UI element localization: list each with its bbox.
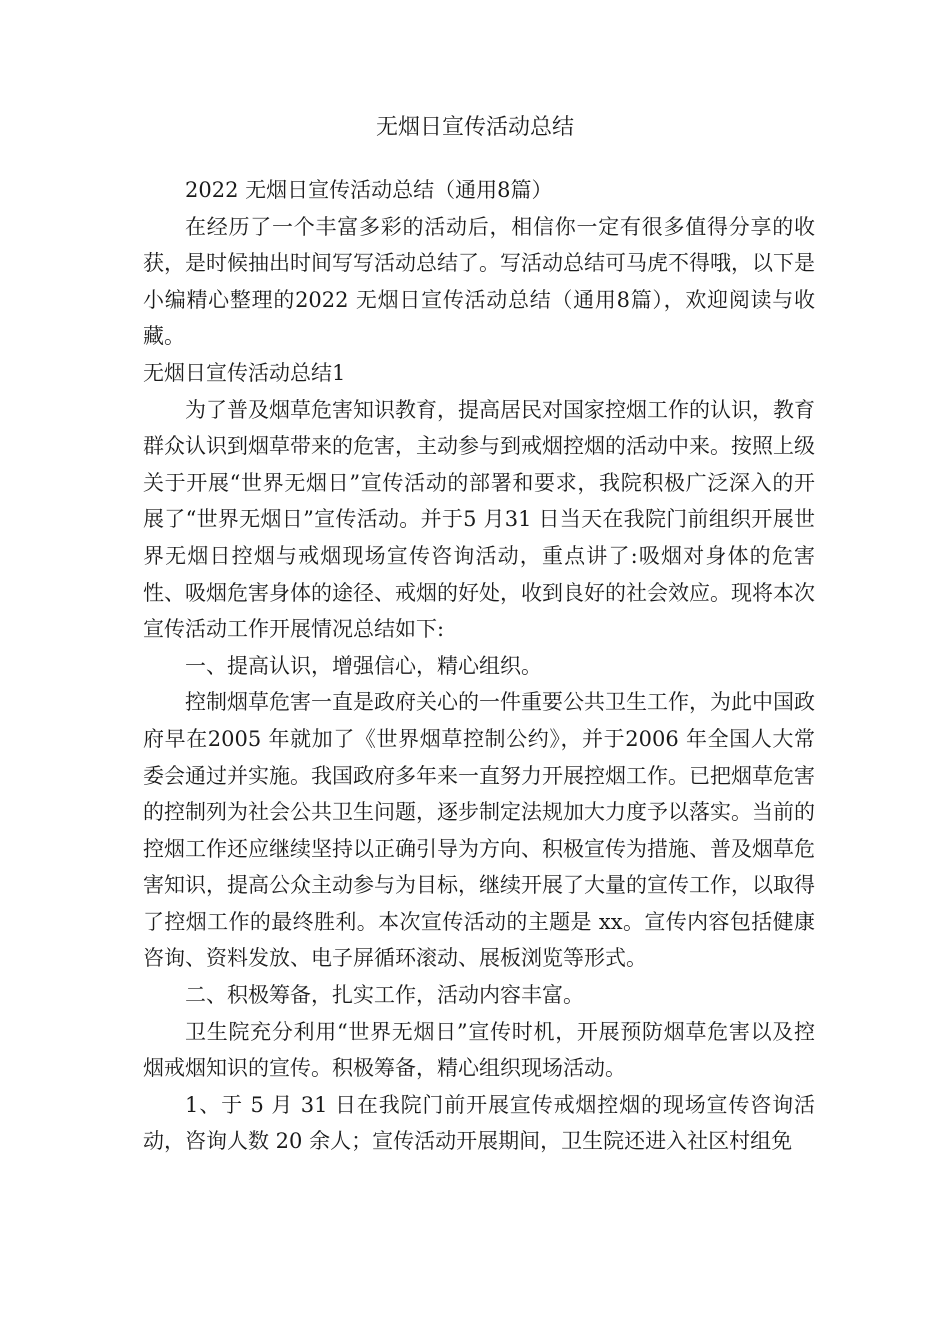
paragraph-subtitle: 2022 无烟日宣传活动总结（通用8篇）	[185, 178, 553, 202]
document-body	[143, 172, 815, 1160]
subheading-2: 二、积极筹备，扎实工作，活动内容丰富。	[185, 983, 584, 1008]
paragraph-background: 为了普及烟草危害知识教育，提高居民对国家控烟工作的认识，教育群众认识到烟草带来的危害，主动参与到戒烟控烟的活动中来。按照上级关于开展“世界无烟日”宣传活动的部署和要求，我院积极广泛深入的开展了“世界无烟日”宣传活动。并于5 月31 日当天在我院门前组织开展世界无烟日控烟与戒烟现场宣传咨询活动，重点讲了:吸烟对身体的危害性、吸烟危害身体的途径、戒烟的好处，收到良好的社会效应。现将本次宣传活动工作开展情况总结如下:	[143, 397, 815, 642]
paragraph-intro: 在经历了一个丰富多彩的活动后，相信你一定有很多值得分享的收获，是时候抽出时间写写活动总结了。写活动总结可马虎不得哦，以下是小编精心整理的2022 无烟日宣传活动总结（通用8篇），欢迎阅读与收藏。	[143, 214, 815, 349]
section-heading-1: 无烟日宣传活动总结1	[143, 360, 346, 385]
subheading-1: 一、提高认识，增强信心，精心组织。	[185, 653, 542, 678]
paragraph-activity-1: 1、于 5 月 31 日在我院门前开展宣传戒烟控烟的现场宣传咨询活动，咨询人数 20 余人；宣传活动开展期间，卫生院还进入社区村组免	[143, 1092, 815, 1154]
paragraph-tobacco-control: 控制烟草危害一直是政府关心的一件重要公共卫生工作，为此中国政府早在2005 年就加了《世界烟草控制公约》，并于2006 年全国人大常委会通过并实施。我国政府多年来一直努力开展控烟工作。已把烟草危害的控制列为社会公共卫生问题，逐步制定法规加大力度予以落实。当前的控烟工作还应继续坚持以正确引导为方向、积极宣传为措施、普及烟草危害知识，提高公众主动参与为目标，继续开展了大量的宣传工作，以取得了控烟工作的最终胜利。本次宣传活动的主题是 xx。宣传内容包括健康咨询、资料发放、电子屏循环滚动、展板浏览等形式。	[143, 690, 815, 971]
document-title: 无烟日宣传活动总结	[375, 115, 574, 140]
paragraph-preparation: 卫生院充分利用“世界无烟日”宣传时机，开展预防烟草危害以及控烟戒烟知识的宣传。积极筹备，精心组织现场活动。	[143, 1019, 815, 1081]
